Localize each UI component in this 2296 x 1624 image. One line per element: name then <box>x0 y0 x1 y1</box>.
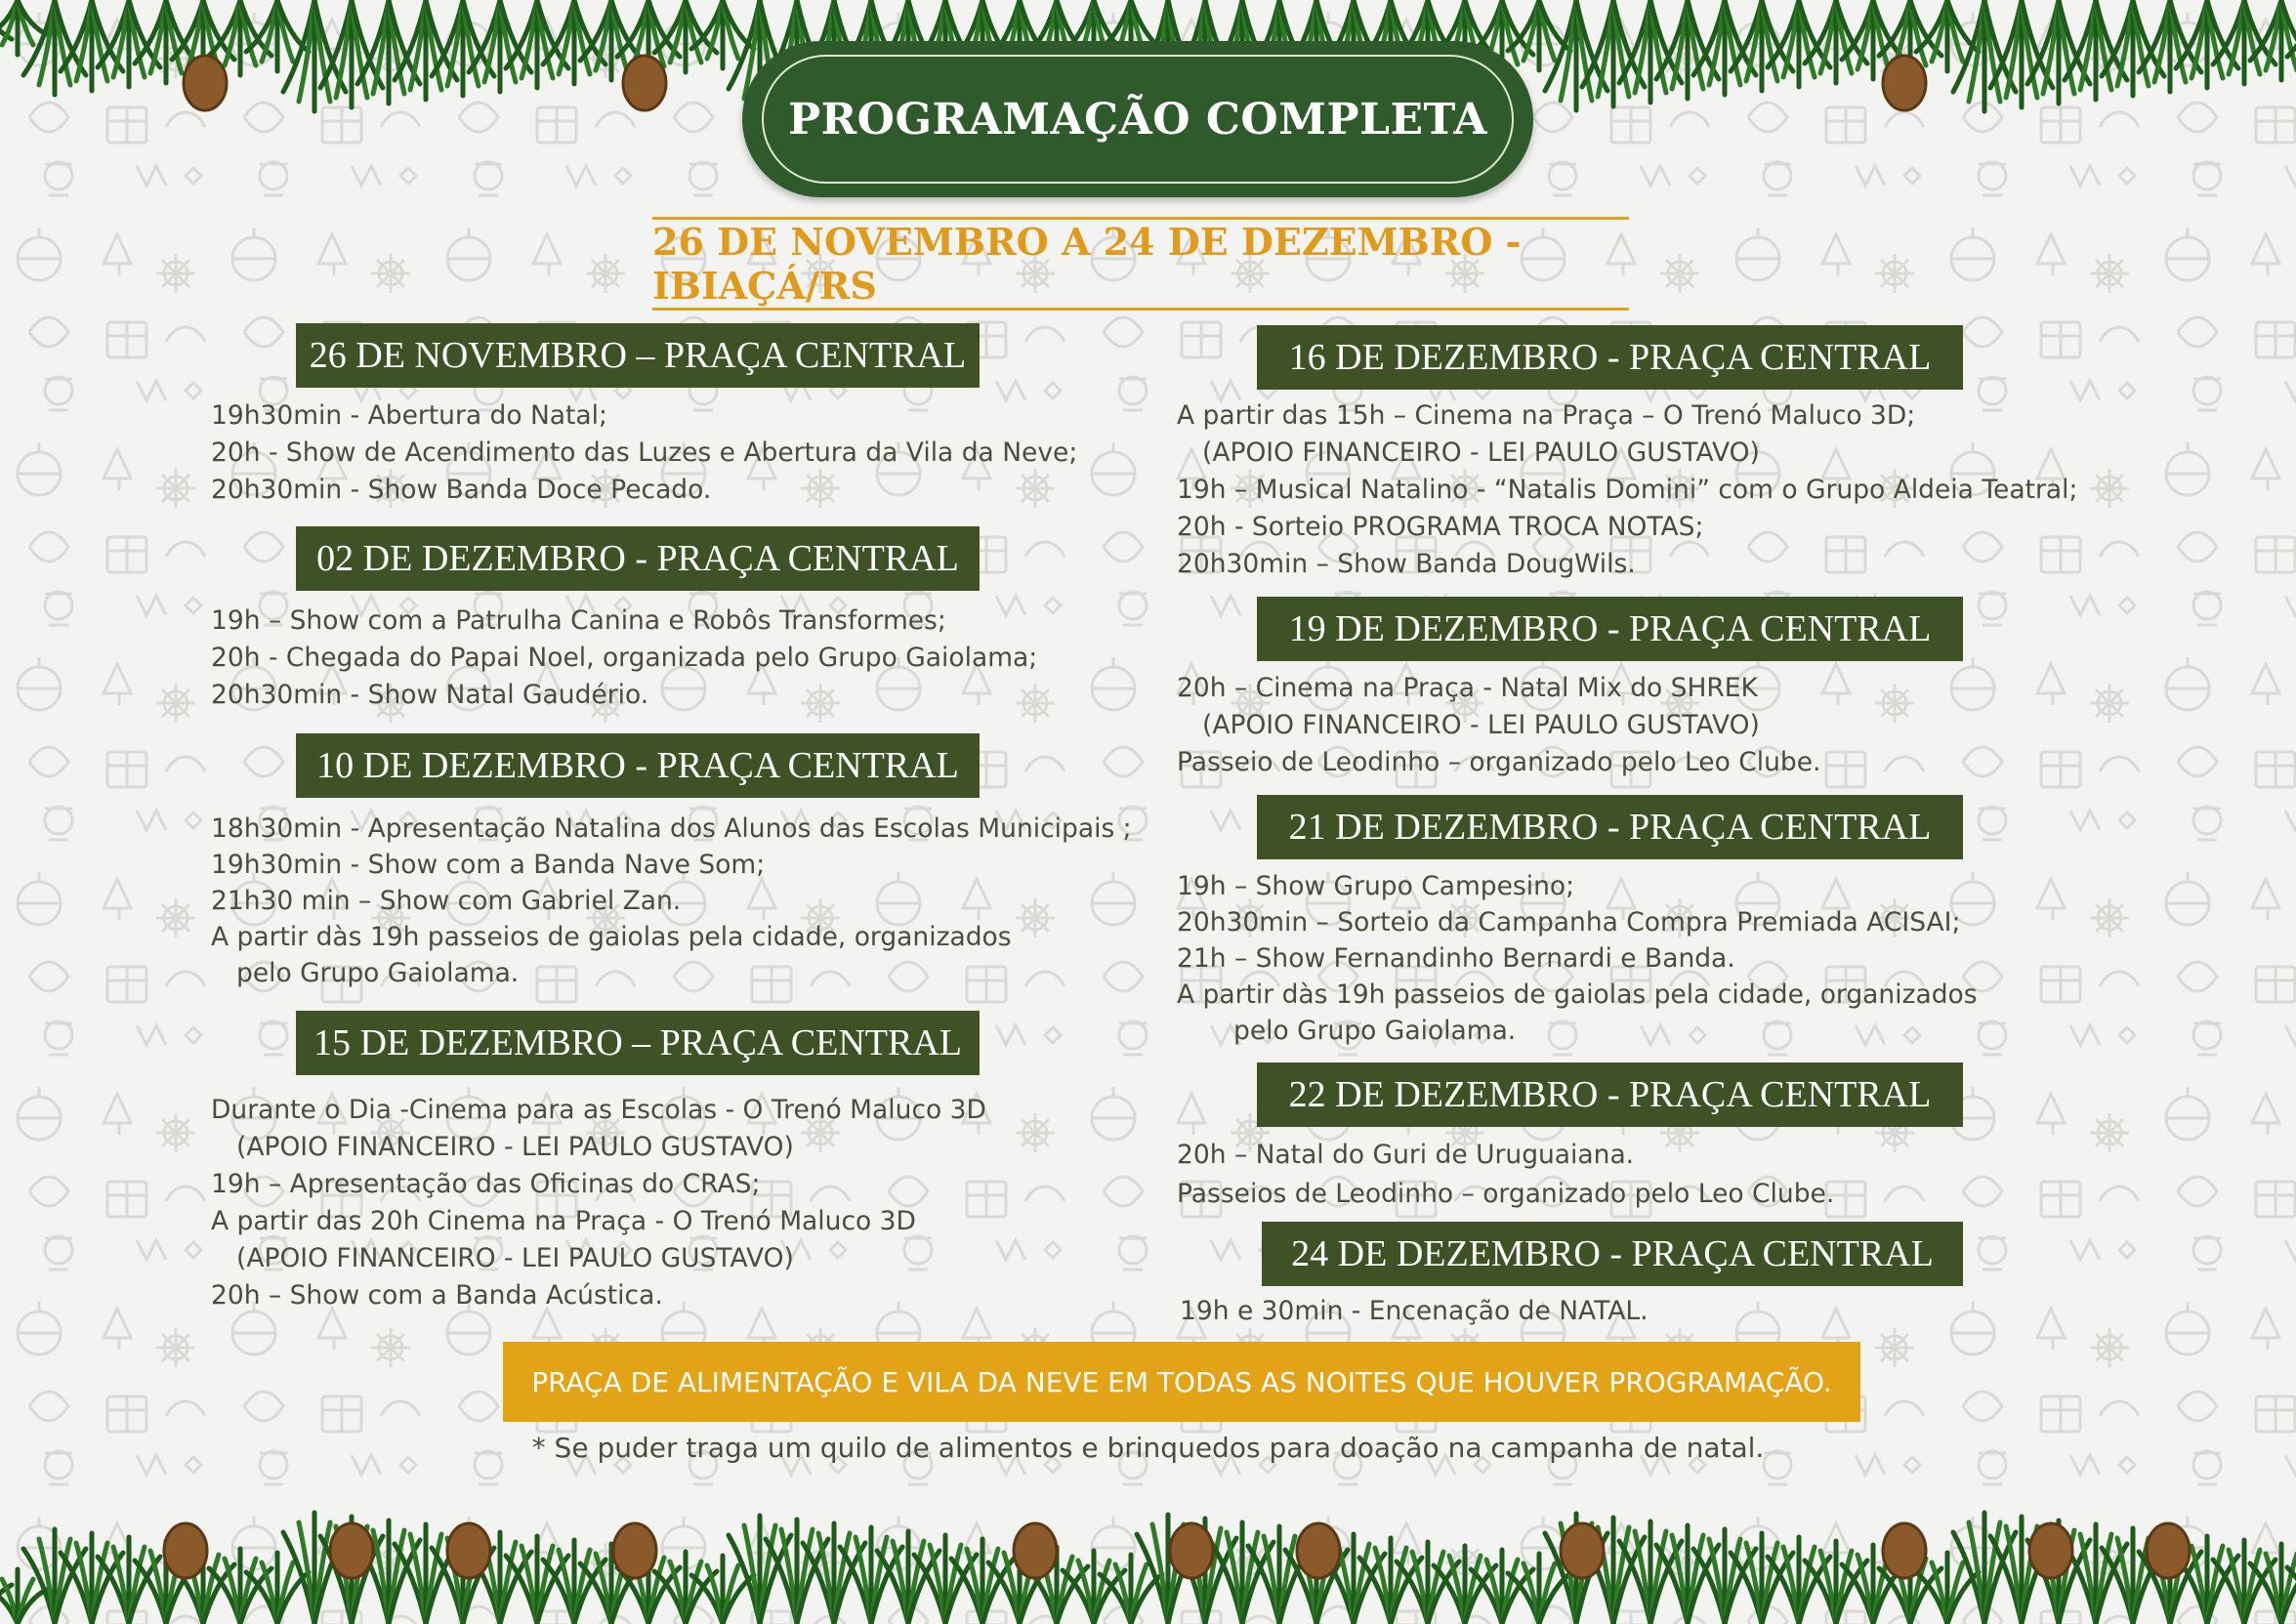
event-line: Durante o Dia -Cinema para as Escolas - O Trenó Maluco 3D <box>211 1095 986 1125</box>
event-line: 19h – Apresentação das Oficinas do CRAS; <box>211 1169 761 1199</box>
event-line: (APOIO FINANCEIRO - LEI PAULO GUSTAVO) <box>1202 437 1760 468</box>
day-events-10-dez <box>211 811 1132 991</box>
day-header-10-dez: 10 DE DEZEMBRO - PRAÇA CENTRAL <box>296 733 980 798</box>
event-line: (APOIO FINANCEIRO - LEI PAULO GUSTAVO) <box>1202 710 1760 740</box>
event-line: (APOIO FINANCEIRO - LEI PAULO GUSTAVO) <box>236 1243 794 1273</box>
event-line: 20h – Show com a Banda Acústica. <box>211 1280 663 1311</box>
day-header-15-dez: 15 DE DEZEMBRO – PRAÇA CENTRAL <box>296 1011 980 1075</box>
event-line: 20h - Show de Acendimento das Luzes e Abertura da Vila da Neve; <box>211 437 1078 468</box>
event-line: 21h – Show Fernandinho Bernardi e Banda. <box>1177 943 1735 974</box>
day-header-16-dez: 16 DE DEZEMBRO - PRAÇA CENTRAL <box>1257 325 1963 390</box>
event-line: 20h30min - Show Banda Doce Pecado. <box>211 475 712 505</box>
event-line: 20h – Natal do Guri de Uruguaiana. <box>1177 1140 1635 1170</box>
day-header-24-dez: 24 DE DEZEMBRO - PRAÇA CENTRAL <box>1262 1222 1963 1286</box>
page-subtitle: 26 DE NOVEMBRO A 24 DE DEZEMBRO - IBIAÇÁ/RS <box>652 220 1522 308</box>
event-line: 20h30min – Sorteio da Campanha Compra Premiada ACISAI; <box>1177 907 1961 937</box>
subtitle-banner <box>652 217 1629 311</box>
event-line: A partir dàs 19h passeios de gaiolas pela cidade, organizados <box>1177 979 1978 1010</box>
event-line: A partir das 20h Cinema na Praça - O Trenó Maluco 3D <box>211 1206 916 1236</box>
event-line: 19h – Show com a Patrulha Canina e Robôs Transformes; <box>211 605 946 636</box>
day-events-16-dez <box>1177 397 2077 583</box>
event-line: 20h - Sorteio PROGRAMA TROCA NOTAS; <box>1177 512 1704 542</box>
page-title: PROGRAMAÇÃO COMPLETA <box>788 94 1487 145</box>
title-banner <box>742 41 1533 197</box>
day-header-19-dez: 19 DE DEZEMBRO - PRAÇA CENTRAL <box>1257 597 1963 661</box>
event-line: A partir das 15h – Cinema na Praça – O Trenó Maluco 3D; <box>1177 400 1916 431</box>
food-court-banner: PRAÇA DE ALIMENTAÇÃO E VILA DA NEVE EM TODAS AS NOITES QUE HOUVER PROGRAMAÇÃO. <box>503 1342 1860 1422</box>
event-line: 19h e 30min - Encenação de NATAL. <box>1180 1296 1649 1326</box>
day-events-22-dez <box>1177 1136 1834 1214</box>
event-line: 19h30min - Abertura do Natal; <box>211 400 607 431</box>
day-events-19-dez <box>1177 670 1820 781</box>
day-events-21-dez <box>1177 868 1978 1049</box>
event-line: 19h – Show Grupo Campesino; <box>1177 871 1575 901</box>
event-line: 20h - Chegada do Papai Noel, organizada pelo Grupo Gaiolama; <box>211 643 1038 673</box>
donation-footnote: * Se puder traga um quilo de alimentos e brinquedos para doação na campanha de natal. <box>531 1432 1765 1464</box>
event-line: 20h – Cinema na Praça - Natal Mix do SHREK <box>1177 673 1758 703</box>
day-events-15-dez <box>211 1092 986 1314</box>
event-line: 20h30min – Show Banda DougWils. <box>1177 549 1636 579</box>
event-line: 18h30min - Apresentação Natalina dos Alunos das Escolas Municipais ; <box>211 813 1132 844</box>
day-events-02-dez <box>211 603 1037 714</box>
event-line: 21h30 min – Show com Gabriel Zan. <box>211 886 682 916</box>
event-line: 19h – Musical Natalino - “Natalis Domini” com o Grupo Aldeia Teatral; <box>1177 475 2078 505</box>
event-line: (APOIO FINANCEIRO - LEI PAULO GUSTAVO) <box>236 1132 794 1162</box>
day-header-21-dez: 21 DE DEZEMBRO - PRAÇA CENTRAL <box>1257 795 1963 859</box>
event-line: pelo Grupo Gaiolama. <box>1233 1016 1517 1046</box>
day-header-02-dez: 02 DE DEZEMBRO - PRAÇA CENTRAL <box>296 526 980 591</box>
event-line: 19h30min - Show com a Banda Nave Som; <box>211 850 766 880</box>
day-events-26-nov <box>211 397 1077 509</box>
pine-garland-bottom <box>0 1478 2296 1624</box>
event-line: 20h30min - Show Natal Gaudério. <box>211 680 649 710</box>
event-line: Passeios de Leodinho – organizado pelo Leo Clube. <box>1177 1179 1835 1209</box>
day-header-26-nov: 26 DE NOVEMBRO – PRAÇA CENTRAL <box>296 323 980 388</box>
day-events-24-dez <box>1180 1293 1649 1330</box>
event-line: A partir dàs 19h passeios de gaiolas pela cidade, organizados <box>211 922 1012 952</box>
day-header-22-dez: 22 DE DEZEMBRO - PRAÇA CENTRAL <box>1257 1062 1963 1127</box>
event-line: pelo Grupo Gaiolama. <box>236 958 520 988</box>
event-line: Passeio de Leodinho – organizado pelo Leo Clube. <box>1177 747 1821 777</box>
title-banner-inner <box>762 55 1514 184</box>
